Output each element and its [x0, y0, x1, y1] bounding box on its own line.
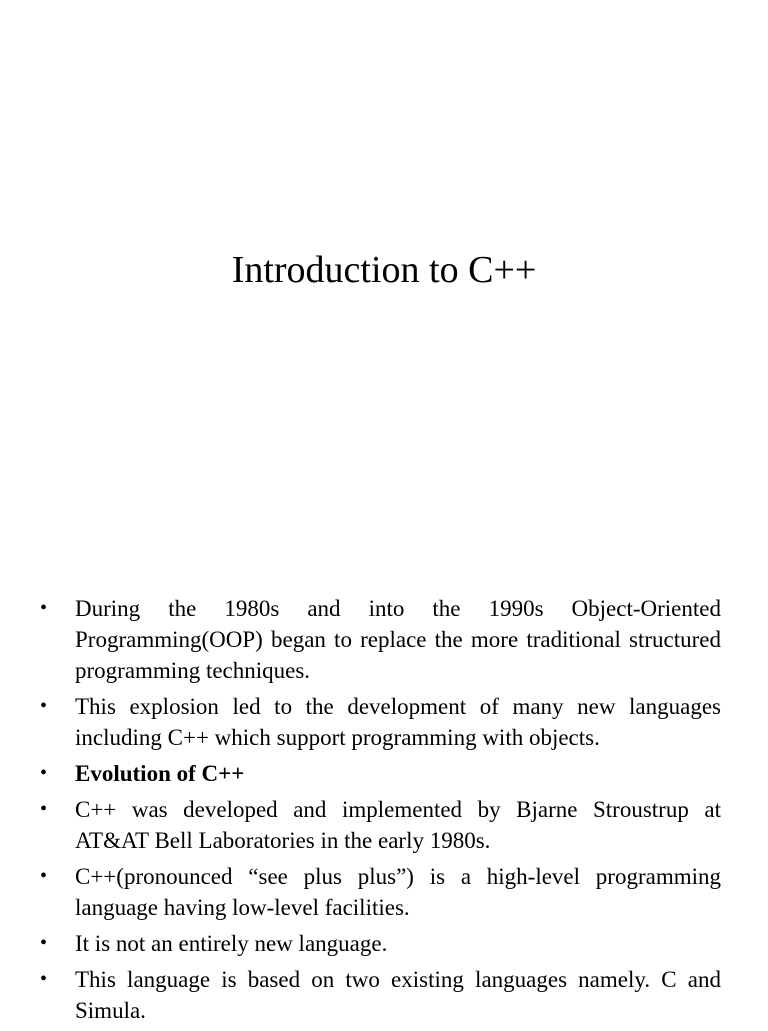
list-item: [40, 928, 721, 959]
list-item: [40, 794, 721, 856]
bullet-icon: •: [40, 932, 48, 954]
bullet-icon: •: [40, 762, 48, 784]
list-item-text: This language is based on two existing languages namely. C and Simula.: [75, 967, 721, 1023]
bullet-list: [40, 593, 721, 1031]
list-item-text: C++(pronounced “see plus plus”) is a high-level programming language having low-level facilities.: [75, 864, 721, 920]
bullet-icon: •: [40, 968, 48, 990]
list-item-text: During the 1980s and into the 1990s Object-Oriented Programming(OOP) began to replace the more traditional structured programming techniques.: [75, 596, 721, 683]
bullet-icon: •: [40, 798, 48, 820]
bullet-icon: •: [40, 597, 48, 619]
list-item: [40, 964, 721, 1026]
list-item-text: It is not an entirely new language.: [75, 931, 388, 956]
list-item: [40, 861, 721, 923]
bullet-icon: •: [40, 695, 48, 717]
list-item: [40, 758, 721, 789]
list-item: [40, 691, 721, 753]
list-item-text: C++ was developed and implemented by Bjarne Stroustrup at AT&AT Bell Laboratories in the early 1980s.: [75, 797, 721, 853]
page-title: Introduction to C++: [231, 249, 537, 292]
bullet-icon: •: [40, 865, 48, 887]
list-item-text: This explosion led to the development of many new languages including C++ which support programming with objects.: [75, 694, 721, 750]
section-heading: Evolution of C++: [75, 761, 245, 786]
list-item: [40, 593, 721, 686]
